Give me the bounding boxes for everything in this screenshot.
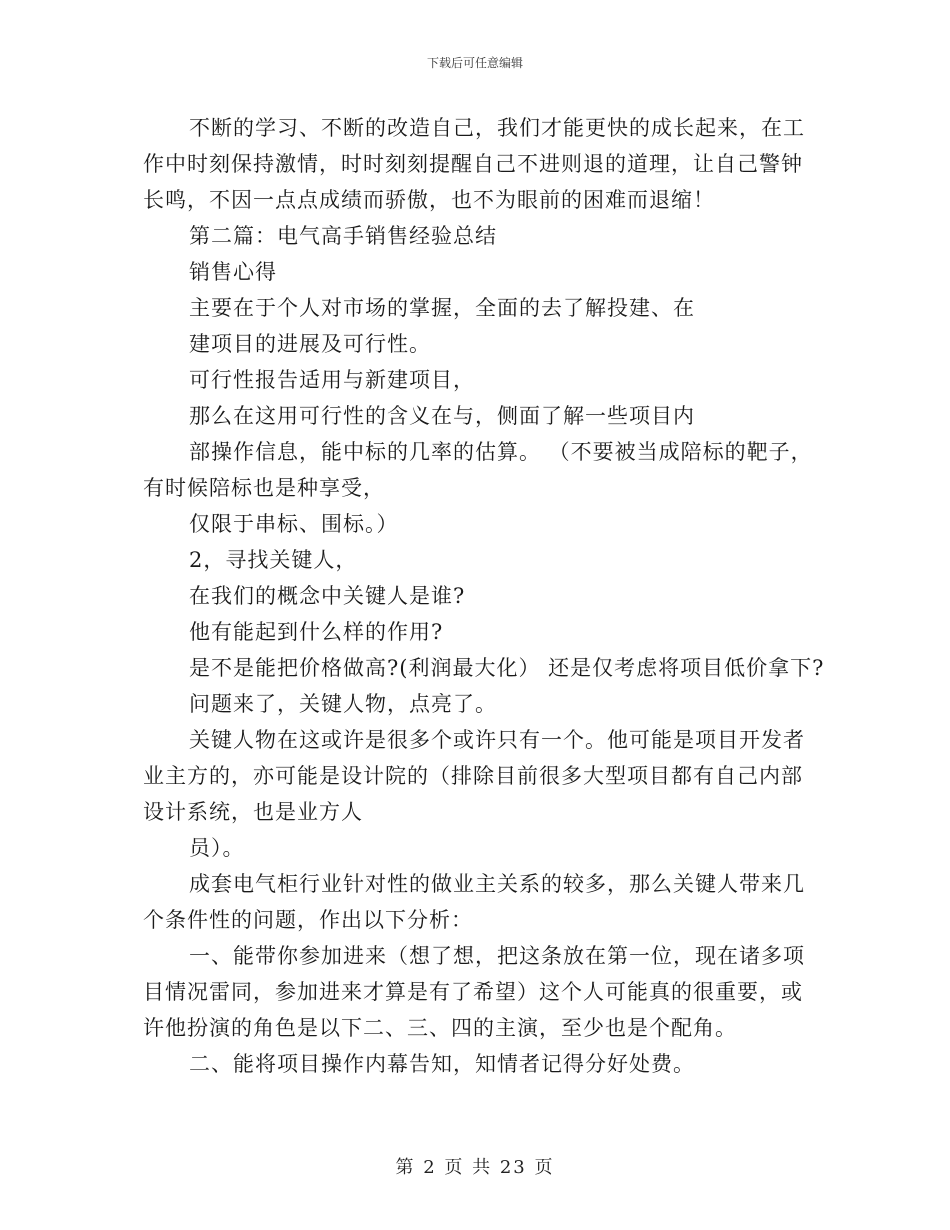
text-line: 设计系统，也是业方人 (143, 800, 363, 824)
text-line: 在我们的概念中关键人是谁? (189, 584, 466, 608)
text-line: 目情况雷同，参加进来才算是有了希望）这个人可能真的很重要，或 (143, 980, 803, 1004)
text-line: 第二篇：电气高手销售经验总结 (189, 224, 497, 248)
text-line: 许他扮演的角色是以下二、三、四的主演，至少也是个配角。 (143, 1016, 737, 1040)
text-line: 关键人物在这或许是很多个或许只有一个。他可能是项目开发者 (189, 728, 805, 752)
text-line: 是不是能把价格做高?(利润最大化） 还是仅考虑将项目低价拿下? (189, 656, 825, 680)
page-header: 下载后可任意编辑 (426, 56, 523, 70)
text-line: 个条件性的问题，作出以下分析： (143, 908, 473, 932)
text-line: 仅限于串标、围标。） (189, 512, 399, 536)
text-line: 销售心得 (189, 260, 277, 284)
text-line: 建项目的进展及可行性。 (189, 332, 431, 356)
text-line: 员）。 (189, 836, 245, 860)
document-body (143, 110, 823, 1082)
text-line: 作中时刻保持激情，时时刻刻提醒自己不进则退的道理，让自己警钟 (143, 152, 803, 176)
text-line: 有时候陪标也是种享受， (143, 476, 385, 500)
text-line: 部操作信息，能中标的几率的估算。 （不要被当成陪标的靶子， (189, 440, 813, 464)
text-line: 那么在这用可行性的含义在与，侧面了解一些项目内 (189, 404, 695, 428)
text-line: 他有能起到什么样的作用? (189, 620, 444, 644)
text-line: 可行性报告适用与新建项目， (189, 368, 475, 392)
text-line: 二、能将项目操作内幕告知，知情者记得分好处费。 (189, 1052, 695, 1076)
text-line: 问题来了，关键人物，点亮了。 (189, 692, 497, 716)
text-line: 长鸣，不因一点点成绩而骄傲，也不为眼前的困难而退缩！ (143, 188, 715, 212)
page-number: 第 2 页 共 23 页 (395, 1157, 555, 1178)
text-line: 不断的学习、不断的改造自己，我们才能更快的成长起来，在工 (189, 116, 805, 140)
text-line: 一、能带你参加进来（想了想，把这条放在第一位，现在诸多项 (189, 944, 805, 968)
text-line: 业主方的，亦可能是设计院的（排除目前很多大型项目都有自己内部 (143, 764, 803, 788)
text-line: 2，寻找关键人， (189, 548, 358, 572)
text-line: 成套电气柜行业针对性的做业主关系的较多，那么关键人带来几 (189, 872, 805, 896)
text-line: 主要在于个人对市场的掌握，全面的去了解投建、在 (189, 296, 695, 320)
